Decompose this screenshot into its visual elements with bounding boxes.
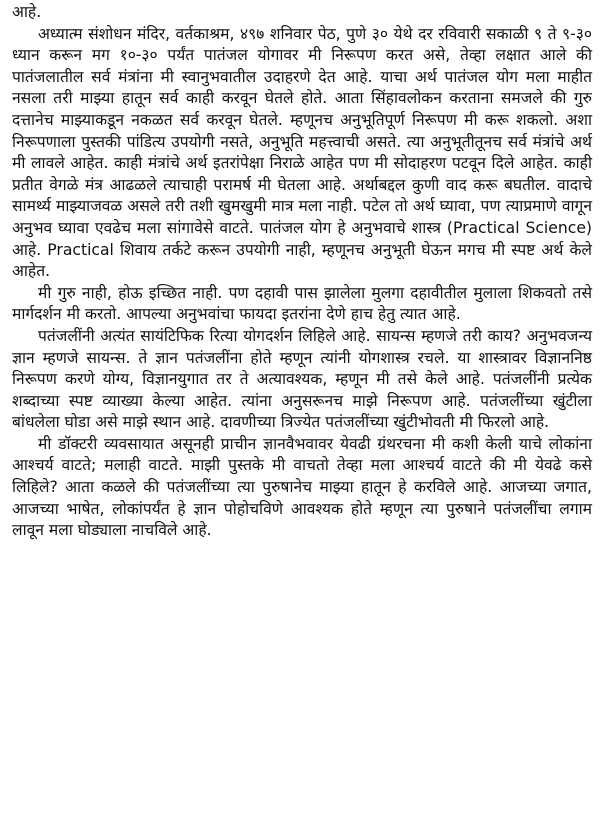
paragraph-ashram-discourse: अध्यात्म संशोधन मंदिर, वर्तकाश्रम, ४९७ शनिवार पेठ, पुणे ३० येथे दर रविवारी सकाळी ९ ते ९-३० ध्यान करून मग १०-३० पर्यंत पातंजल योगावर मी निरूपण करत असे, तेव्हा लक्षात आले की पातंजलातील सर्व मंत्रांना मी स्वानुभवातील उदाहरणे देत आहे. याचा अर्थ पातंजल योग मला माहीत नसला तरी माझ्या हातून सर्व काही करवून घेतले होते. आता सिंहावलोकन करताना समजले की गुरु दत्तानेच माझ्याकडून नकळत सर्व करवून घेतले. म्हणूनच अनुभूतिपूर्ण निरूपण मी करू शकलो. अशा निरूपणाला पुस्तकी पांडित्य उपयोगी नसते, अनुभूति महत्त्वाची असते. त्या अनुभूतीतूनच सर्व मंत्रांचे अर्थ मी लावले आहेत. काही मंत्रांचे अर्थ इतरांपेक्षा निराळे आहेत पण मी सोदाहरण पटवून दिले आहेत. काही प्रतीत वेगळे मंत्र आढळले त्याचाही परामर्ष मी घेतला आहे. अर्थाबद्दल कुणी वाद करू बघतील. वादाचे सामर्थ्य माझ्याजवळ असले तरी तशी खुमखुमी मात्र मला नाही. पटेल तो अर्थ घ्यावा, पण त्याप्रमाणे वागून अनुभव घ्यावा एवढेच मला सांगावेसे वाटते. पातंजल योग हे अनुभवाचे शास्त्र (Practical Science) आहे. Practical शिवाय तर्कटे करून उपयोगी नाही, म्हणूनच अनुभूती घेऊन मगच मी स्पष्ट अर्थ केले आहेत.	[12, 24, 592, 281]
paragraph-scientific-yoga: पतंजलींनी अत्यंत सायंटिफिक रित्या योगदर्शन लिहिले आहे. सायन्स म्हणजे तरी काय? अनुभवजन्य ज्ञान म्हणजे सायन्स. ते ज्ञान पतंजलींना होते म्हणून त्यांनी योगशास्त्र रचले. या शास्त्रावर विज्ञाननिष्ठ निरूपण करणे योग्य, विज्ञानयुगात तर ते अत्यावश्यक, म्हणून मी तसे केले आहे. पतंजलींनी प्रत्येक शब्दाच्या स्पष्ट व्याख्या केल्या आहेत. त्यांना अनुसरूनच माझे निरूपण आहे. पतंजलींच्या खुंटीला बांधलेला घोडा असे माझे स्थान आहे. दावणीच्या त्रिज्येत पतंजलींच्या खुंटीभोवती मी फिरलो आहे.	[12, 326, 592, 432]
paragraph-authorship: मी डॉक्टरी व्यवसायात असूनही प्राचीन ज्ञानवैभवावर येवढी ग्रंथरचना मी कशी केली याचे लोकांना आश्चर्य वाटते; मलाही वाटते. माझी पुस्तके मी वाचतो तेव्हा मला आश्चर्य वाटते की मी येवढे कसे लिहिले? आता कळले की पतंजलींच्या त्या पुरुषानेच माझ्या हातून हे करविले आहे. आजच्या जगात, आजच्या भाषेत, लोकांपर्यंत हे ज्ञान पोहोचविणे आवश्यक होते म्हणून त्या पुरुषाने पतंजलींचा लगाम लावून मला घोड्याला नाचविले आहे.	[12, 434, 592, 540]
paragraph-not-a-guru: मी गुरु नाही, होऊ इच्छित नाही. पण दहावी पास झालेला मुलगा दहावीतील मुलाला शिकवतो तसे मार्गदर्शन मी करतो. आपल्या अनुभवांचा फायदा इतरांना देणे हाच हेतु त्यात आहे.	[12, 283, 592, 324]
paragraph-continued: आहे.	[12, 3, 42, 21]
